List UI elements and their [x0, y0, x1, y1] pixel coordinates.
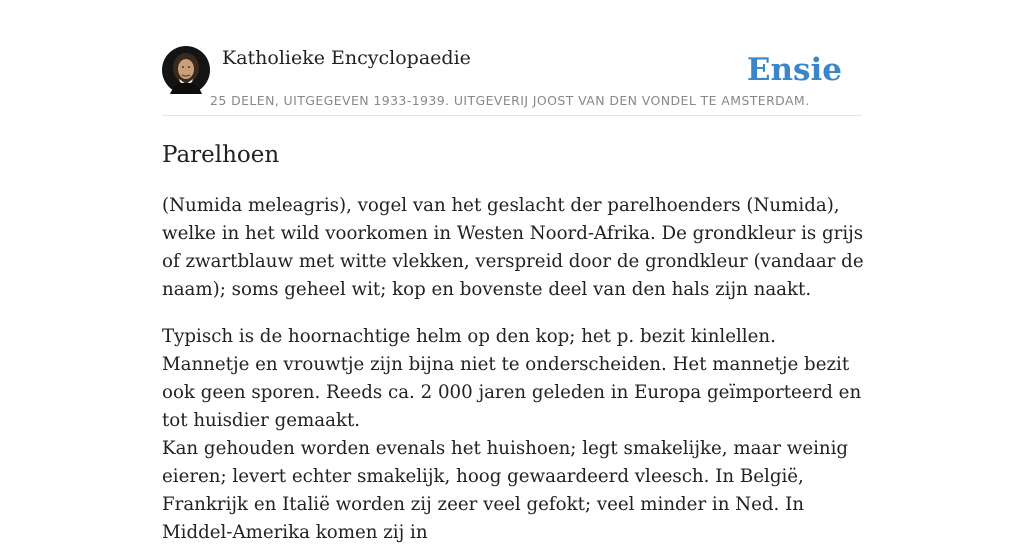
source-subtitle: 25 DELEN, UITGEGEVEN 1933-1939. UITGEVERIJ JOOST VAN DEN VONDEL TE AMSTERDAM. — [210, 93, 810, 108]
source-header — [162, 46, 862, 116]
article-paragraph: Kan gehouden worden evenals het huishoen; legt smakelijke, maar weinig eieren; levert echter smakelijk, hoog gewaardeerd vleesch. In België, Frankrijk en Italië worden zij zeer veel gefokt; veel minder in Ned. In Middel-Amerika komen zij in — [162, 438, 849, 543]
article-title: Parelhoen — [162, 142, 280, 168]
portrait-avatar-icon[interactable] — [162, 46, 210, 94]
article-paragraph: (Numida meleagris), vogel van het geslacht der parelhoenders (Numida), welke in het wild voorkomen in Westen Noord-Afrika. De grondkleur is grijs of zwartblauw met witte vlekken, verspreid door de grondkleur (vandaar de naam); soms geheel wit; kop en bovenste deel van den hals zijn naakt. — [162, 195, 864, 300]
article-paragraph: Typisch is de hoornachtige helm op den kop; het p. bezit kinlellen. Mannetje en vrouwtje zijn bijna niet te onderscheiden. Het mannetje bezit ook geen sporen. Reeds ca. 2 000 jaren geleden in Europa geïmporteerd en tot huisdier gemaakt. — [162, 326, 862, 431]
brand-logo-link[interactable]: Ensie — [746, 52, 842, 88]
source-title[interactable]: Katholieke Encyclopaedie — [222, 47, 471, 69]
portrait-image — [162, 46, 210, 94]
